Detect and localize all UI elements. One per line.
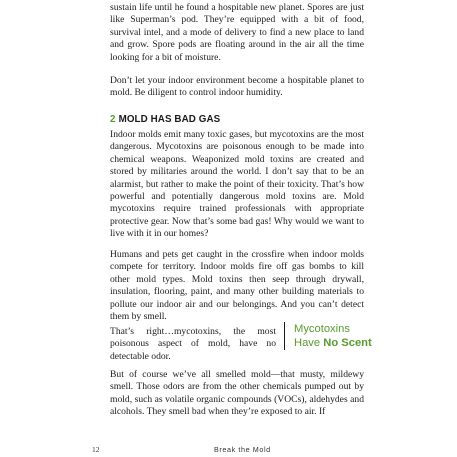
pull-quote-emphasis: No Scent — [323, 337, 372, 349]
paragraph-toxic-gases: Indoor molds emit many toxic gases, but mycotoxins are the most dangerous. Mycotoxins are poisonous enough to be made into chemical weapons. Weaponized mold toxins are created and stored by militaries around the world. I don’t say that to be an alarmist, but rather to make the point of their toxicity. That’s how powerful and potentially dangerous mold toxins are. Mold mycotoxins require trained professionals with appropriate protective gear. Now that’s some bad gas! Why would we want to live with it in our homes? — [110, 129, 364, 240]
paragraph-musty-smell: But of course we’ve all smelled mold—that musty, mildewy smell. Those odors are from the other chemicals pumped out by mold, such as volatile organic compounds (VOCs), aldehydes and alcohols. They smell bad when they’re exposed to air. If — [110, 369, 364, 418]
section-title: MOLD HAS BAD GAS — [118, 114, 221, 125]
paragraph-spores: sustain life until he found a hospitable new planet. Spores are just like Superman’s pod. They’re equipped with a bit of food, survival intel, and a mode of delivery to find a new place to land and grow. Spore pods are floating around in the air all the time looking for a bit of moisture. — [110, 2, 364, 63]
pull-quote-line2: Have No Scent — [294, 337, 372, 349]
page-number: 12 — [92, 445, 100, 454]
pull-quote — [284, 322, 376, 350]
paragraph-crossfire: Humans and pets get caught in the crossfire when indoor molds compete for territory. Indoor molds fire off gas bombs to kill other mold types. Mold toxins then seep through drywall, insulation, flooring, paint, and many other building materials to pollute our indoor air and our belongings. And you can’t detect them by smell. — [110, 249, 364, 323]
running-head: Break the Mold — [214, 445, 271, 454]
paragraph-no-odor: That’s right…mycotoxins, the most poisonous aspect of mold, have no detectable odor. — [110, 326, 276, 362]
paragraph-humidity: Don’t let your indoor environment become a hospitable planet to mold. Be diligent to control indoor humidity. — [110, 75, 364, 99]
pull-quote-line1: Mycotoxins — [294, 323, 350, 335]
section-number: 2 — [110, 114, 116, 125]
section-heading — [110, 114, 220, 125]
